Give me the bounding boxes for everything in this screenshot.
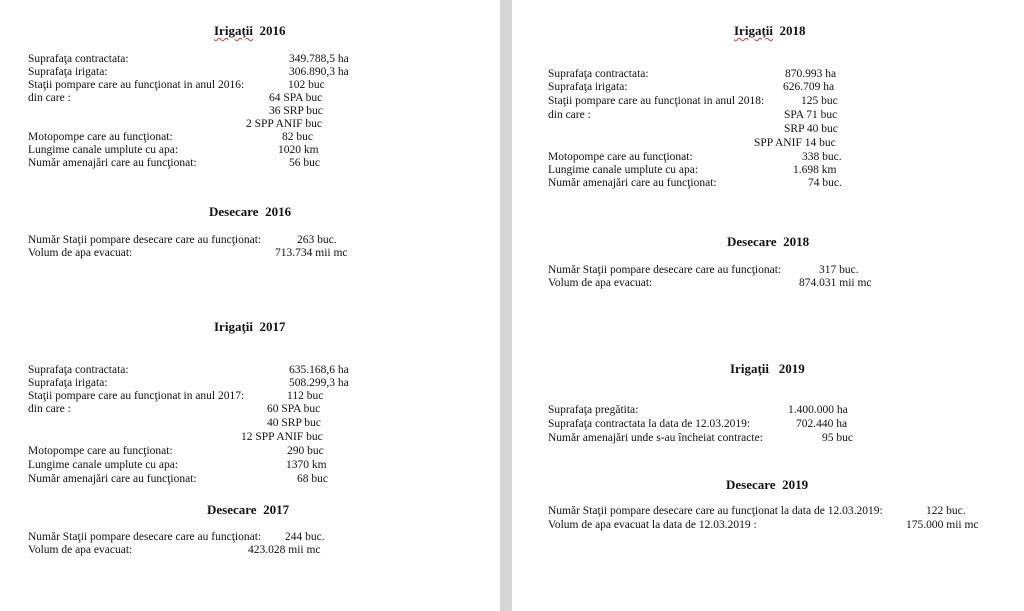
- row-label: Lungime canale umplute cu apa:: [28, 144, 179, 156]
- row-value: 64 SPA buc: [269, 92, 323, 104]
- row-label: Număr Staţii pompare desecare care au funcţionat:: [548, 264, 782, 276]
- row-value: 702.440 ha: [796, 418, 848, 430]
- section-title: Irigaţii 2018: [734, 23, 806, 38]
- row-value: 1020 km: [278, 144, 319, 156]
- row-label: Motopompe care au funcţionat:: [28, 445, 173, 457]
- row-value: 244 buc.: [285, 531, 325, 543]
- section-title: Desecare 2018: [727, 234, 810, 249]
- row-label: Volum de apa evacuat:: [28, 247, 133, 259]
- row-label: din care :: [548, 109, 591, 121]
- page-gap: [500, 0, 512, 611]
- row-value: 56 buc: [289, 157, 320, 169]
- row-label: Suprafaţa irigata:: [28, 377, 108, 389]
- row-label: Volum de apa evacuat:: [28, 544, 133, 556]
- row-value: 122 buc.: [926, 505, 966, 517]
- row-label: Staţii pompare care au funcţionat in anul 2018:: [548, 95, 765, 107]
- row-label: Suprafaţa irigata:: [548, 81, 628, 93]
- row-label: Motopompe care au funcţionat:: [28, 131, 173, 143]
- row-label: Lungime canale umplute cu apa:: [548, 164, 699, 176]
- section-title: Desecare 2019: [726, 477, 809, 492]
- row-value: 40 SRP buc: [267, 417, 321, 429]
- row-value: 1.400.000 ha: [788, 404, 848, 416]
- row-label: Număr amenajări care au funcţionat:: [28, 157, 197, 169]
- section-title: Desecare 2017: [207, 502, 290, 517]
- row-label: Număr amenajări care au funcţionat:: [548, 177, 717, 189]
- row-label: Suprafaţa irigata:: [28, 66, 108, 78]
- row-label: Volum de apa evacuat la data de 12.03.2019 :: [548, 519, 757, 531]
- row-label: Suprafaţa pregătita:: [548, 404, 639, 416]
- row-label: Număr Staţii pompare desecare care au funcţionat la data de 12.03.2019:: [548, 505, 883, 517]
- row-label: Staţii pompare care au funcţionat in anul 2017:: [28, 390, 245, 402]
- row-value: 874.031 mii mc: [799, 277, 872, 289]
- row-value: 870.993 ha: [785, 68, 837, 80]
- document-page-left: [0, 0, 500, 611]
- row-value: 74 buc.: [808, 177, 842, 189]
- row-value: 423.028 mii mc: [248, 544, 321, 556]
- row-label: Număr amenajări unde s-au încheiat contracte:: [548, 432, 763, 444]
- row-value: SPA 71 buc: [784, 109, 838, 121]
- row-value: 508.299,3 ha: [289, 377, 349, 389]
- row-value: 1.698 km: [793, 164, 837, 176]
- row-value: 2 SPP ANIF buc: [246, 118, 322, 130]
- row-value: SPP ANIF 14 buc: [754, 137, 836, 149]
- row-value: 125 buc: [801, 95, 838, 107]
- document-page-right: [512, 0, 1024, 611]
- row-label: Suprafaţa contractata la data de 12.03.2019:: [548, 418, 751, 430]
- section-title: Irigaţii 2019: [730, 361, 805, 376]
- row-value: 102 buc: [288, 79, 325, 91]
- row-value: 338 buc.: [802, 151, 842, 163]
- row-label: Număr amenajări care au funcţionat:: [28, 473, 197, 485]
- section-title: Irigaţii 2017: [214, 319, 286, 334]
- row-label: Suprafaţa contractata:: [548, 68, 649, 80]
- row-value: 635.168,6 ha: [289, 364, 349, 376]
- row-label: Număr Staţii pompare desecare care au funcţionat:: [28, 234, 262, 246]
- row-label: Motopompe care au funcţionat:: [548, 151, 693, 163]
- row-label: Număr Staţii pompare desecare care au funcţionat:: [28, 531, 262, 543]
- row-value: 290 buc: [287, 445, 324, 457]
- row-label: Lungime canale umplute cu apa:: [28, 459, 179, 471]
- row-label: Suprafaţa contractata:: [28, 364, 129, 376]
- row-value: 82 buc: [282, 131, 313, 143]
- row-value: 263 buc.: [297, 234, 337, 246]
- row-label: din care :: [28, 403, 71, 415]
- row-value: 95 buc: [822, 432, 853, 444]
- row-value: 349.788,5 ha: [289, 53, 349, 65]
- row-label: Volum de apa evacuat:: [548, 277, 653, 289]
- row-value: 713.734 mii mc: [275, 247, 348, 259]
- row-label: Suprafaţa contractata:: [28, 53, 129, 65]
- row-value: 1370 km: [286, 459, 327, 471]
- row-value: 12 SPP ANIF buc: [241, 431, 323, 443]
- row-label: Staţii pompare care au funcţionat in anul 2016:: [28, 79, 245, 91]
- row-value: 626.709 ha: [783, 81, 835, 93]
- row-value: 317 buc.: [819, 264, 859, 276]
- section-title: Desecare 2016: [209, 204, 292, 219]
- row-label: din care :: [28, 92, 71, 104]
- row-value: SRP 40 buc: [784, 123, 838, 135]
- row-value: 175.000 mii mc: [906, 519, 979, 531]
- row-value: 306.890,3 ha: [289, 66, 349, 78]
- row-value: 68 buc: [297, 473, 328, 485]
- section-title: Irigaţii 2016: [214, 23, 286, 38]
- row-value: 36 SRP buc: [269, 105, 323, 117]
- row-value: 112 buc: [287, 390, 324, 402]
- row-value: 60 SPA buc: [267, 403, 321, 415]
